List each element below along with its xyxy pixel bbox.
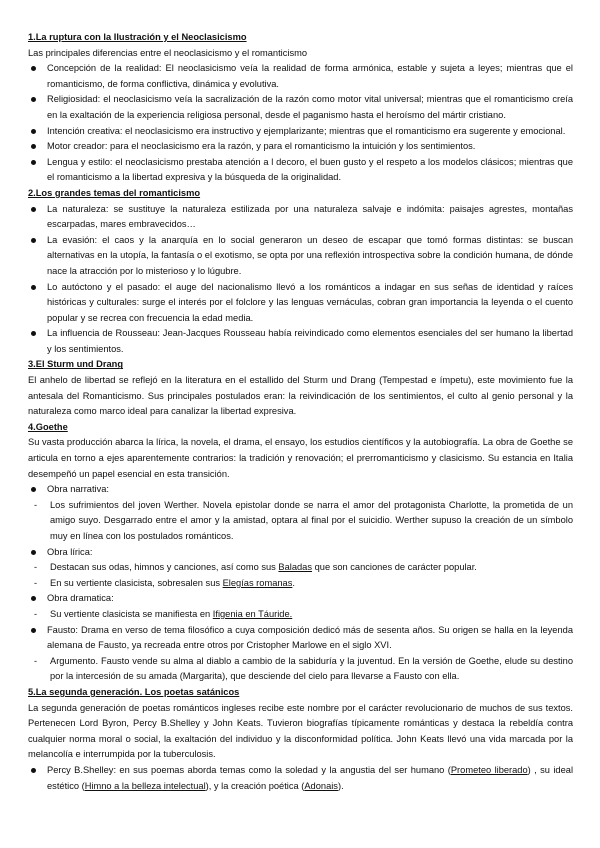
- obra-narrativa-item: Obra narrativa:: [28, 482, 573, 498]
- list-item: La influencia de Rousseau: Jean-Jacques Rousseau había reivindicado como elementos esenciales del ser humano la libertad y los sentimientos.: [28, 326, 573, 357]
- text-span: En su vertiente clasicista, sobresalen sus: [50, 577, 223, 588]
- list-item: La evasión: el caos y la anarquía en lo social generaron un deseo de escapar que tomó formas distintas: se buscan alternativas en la utopía, la fantasía o el exotismo, se opta por una reflexión introspectiva sobre la condición humana, de dónde nace la atracción por lo misterioso y lo lúgubre.: [28, 233, 573, 280]
- obra-lirica-item: Obra lírica:: [28, 545, 573, 561]
- lirica-elegias-item: [28, 576, 573, 592]
- prometeo-title: Prometeo liberado: [450, 764, 528, 775]
- text-span: Su vertiente clasicista se manifiesta en: [50, 608, 213, 619]
- ifigenia-title: Ifigenia en Táuride.: [212, 608, 293, 619]
- text-span: Percy B.Shelley: en sus poemas aborda temas como la soledad y la angustia del ser humano (: [47, 764, 451, 775]
- section-1-intro: Las principales diferencias entre el neoclasicismo y el romanticismo: [28, 47, 308, 58]
- obra-dramatica-item: Obra dramatica:: [28, 591, 573, 607]
- list-item: La naturaleza: se sustituye la naturaleza estilizada por una naturaleza salvaje e indómita: paisajes agrestes, montañas escarpadas, mares embravecidos…: [28, 202, 573, 233]
- section-3-title: 3.El Sturm und Drang: [28, 359, 124, 370]
- list-item: Lo autóctono y el pasado: el auge del nacionalismo llevó a los románticos a indagar en sus señas de identidad y raíces históricas y culturales: surge el interés por el folclore y las lenguas vernáculas, cobran gran importancia la leyenda o el cuento popular y se recrea con frecuencia la edad media.: [28, 280, 573, 327]
- list-item: Religiosidad: el neoclasicismo veía la sacralización de la razón como motor vital universal; mientras que el romanticismo creía en la exaltación de la experiencia religiosa personal, desde el paganismo hasta el heroísmo del mártir cristiano.: [28, 92, 573, 123]
- section-1-title: 1.La ruptura con la Ilustración y el Neoclasicismo: [28, 32, 247, 42]
- adonais-title: Adonais: [304, 780, 338, 791]
- section-3-body: El anhelo de libertad se reflejó en la literatura en el estallido del Sturm und Drang (Tempestad e ímpetu), este movimiento fue la antesala del Romanticismo. Sus principales postulados eran: la reivindicación de los sentimientos, el culto al genio personal y la naturaleza como marco ideal para canalizar la libertad expresiva.: [28, 375, 573, 417]
- section-5-title: 5.La segunda generación. Los poetas satánicos: [28, 686, 240, 697]
- text-span: .: [292, 577, 295, 588]
- text-span: Destacan sus odas, himnos y canciones, así como sus: [50, 562, 279, 573]
- argumento-item: - Argumento. Fausto vende su alma al diablo a cambio de la sabiduría y la juventud. En la versión de Goethe, elude su destino por la intercesión de su amada (Margarita), que desciende del cielo para llevarse a Fausto con ella.: [28, 654, 573, 685]
- text-span: que son canciones de carácter popular.: [312, 562, 477, 573]
- section-2-title: 2.Los grandes temas del romanticismo: [28, 187, 201, 198]
- list-item: Intención creativa: el neoclasicismo era instructivo y ejemplarizante; mientras que el romanticismo era sugerente y emocional.: [28, 124, 573, 140]
- fausto-item: Fausto: Drama en verso de tema filosófico a cuya composición dedicó más de sesenta años. Su origen se halla en la leyenda alemana de Fausto, ya recreada entre otros por Cristopher Marlowe en el siglo XVI.: [28, 623, 573, 654]
- himno-title: Himno a la belleza intelectual: [84, 780, 206, 791]
- werther-item: - Los sufrimientos del joven Werther. Novela epistolar donde se narra el amor del protagonista Charlotte, la prometida de un amigo suyo. Desgarrado entre el amor y la amistad, optara al final por el suicidio. Werther supuso la creación de un símbolo muy en línea con los postulados románticos.: [28, 498, 573, 545]
- lirica-odas-item: [28, 560, 573, 576]
- list-item: Lengua y estilo: el neoclasicismo prestaba atención a l decoro, el buen gusto y el respeto a los modelos clásicos; mientras que el romanticismo a la libertad expresiva y la búsqueda de la originalidad.: [28, 155, 573, 186]
- shelley-item: [28, 763, 573, 794]
- section-4-body: Su vasta producción abarca la lírica, la novela, el drama, el ensayo, los estudios científicos y la autobiografía. La obra de Goethe se articula en torno a ejes aparentemente contrarios: la tradición y renovación; el prerromanticismo y clasicismo. Su estancia en Italia desempeñó un papel esencial en esta transición.: [28, 437, 573, 479]
- text-span: ), y la creación poética (: [205, 780, 305, 791]
- text-span: ).: [337, 780, 344, 791]
- elegias-title: Elegías romanas: [222, 577, 293, 588]
- baladas-title: Baladas: [278, 562, 313, 573]
- list-item: Concepción de la realidad: El neoclasicismo veía la realidad de forma armónica, estable y sujeta a leyes; mientras que el romanticismo, de forma conflictiva, dinámica y evolutiva.: [28, 61, 573, 92]
- section-5-body: La segunda generación de poetas románticos ingleses recibe este nombre por el carácter revolucionario de muchos de sus textos. Pertenecen Lord Byron, Percy B.Shelley y John Keats. Tuvieron biografías típicamente románticas y destaca la rebeldía contra cualquier norma moral o social, la exaltación del individuo y la disconformidad política. John Keats llevó una vida marcada por la melancolía e interrumpida por la tuberculosis.: [28, 702, 573, 760]
- section-4-title: 4.Goethe: [28, 421, 68, 432]
- list-item: Motor creador: para el neoclasicismo era la razón, y para el romanticismo la intuición y los sentimientos.: [28, 139, 573, 155]
- text-span: ) , su ideal estético (: [47, 764, 574, 791]
- ifigenia-item: [28, 607, 573, 623]
